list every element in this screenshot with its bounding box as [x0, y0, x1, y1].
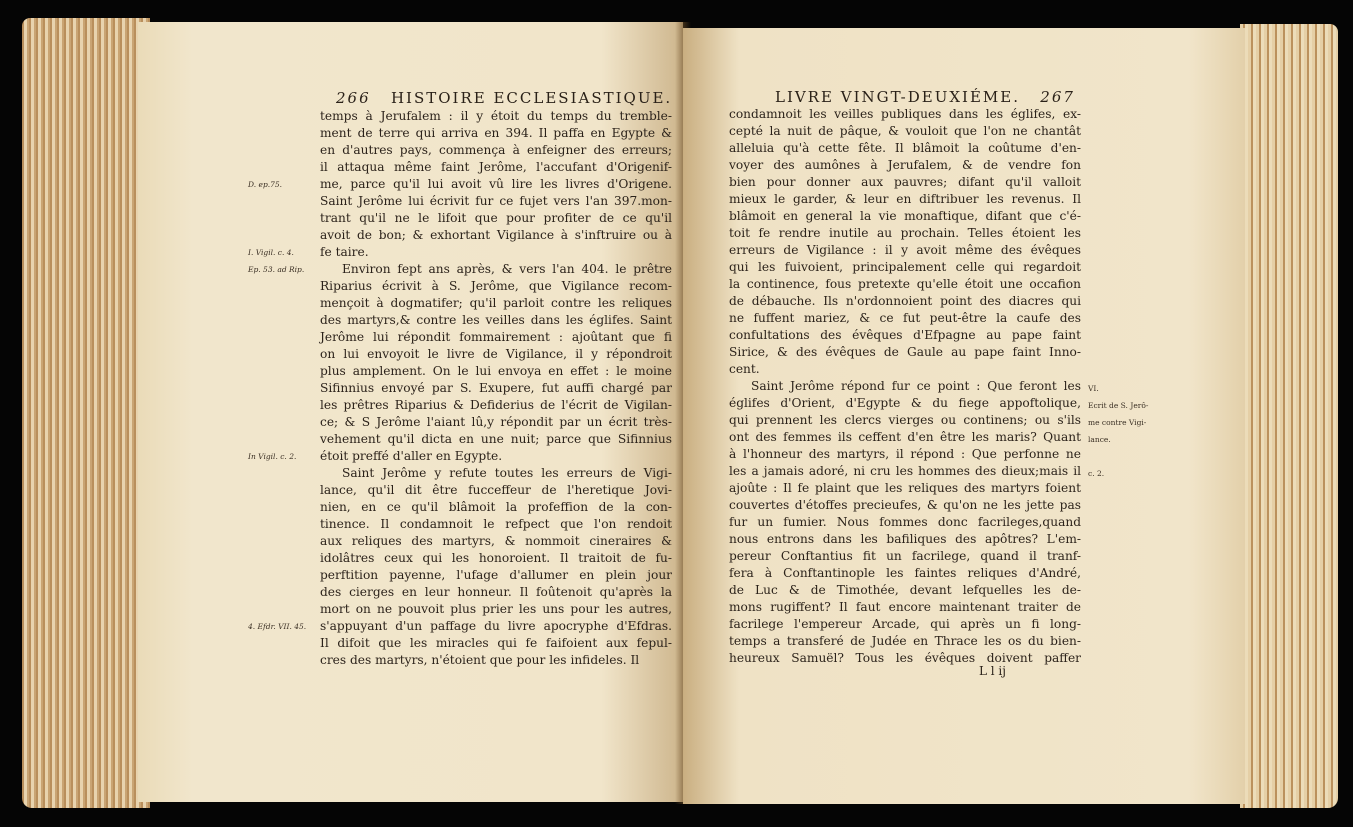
right-running-header — [775, 88, 1075, 106]
text-line: bien pour donner aux pauvres; difant qu'il valloit — [729, 175, 1081, 189]
text-line: temps a transferé de Judée en Thrace les os du bien- — [729, 634, 1081, 648]
text-line: fe taire. — [320, 245, 369, 259]
right-page-edges — [1240, 24, 1338, 808]
text-line: lance, qu'il dit être fucceffeur de l'heretique Jovi- — [320, 483, 672, 497]
text-line: Il difoit que les miracles qui fe faifoient aux fepul- — [320, 636, 672, 650]
margin-note: Ecrit de S. Jerô- — [1088, 401, 1149, 410]
text-line: ont des femmes ils ceffent d'en être les maris? Quant — [729, 430, 1081, 444]
text-line: me, parce qu'il lui avoit vû lire les livres d'Origene. — [320, 177, 672, 191]
left-body-text — [320, 108, 672, 669]
text-line: idolâtres ceux qui les honoroient. Il traitoit de fu- — [320, 551, 672, 565]
text-line: aux reliques des martyrs, & nommoit cineraires & — [320, 534, 672, 548]
text-line: couvertes d'étoffes precieufes, & qu'on ne les jette pas — [729, 498, 1081, 512]
text-line: Environ fept ans après, & vers l'an 404. le prêtre — [342, 262, 672, 276]
text-line: mort on ne pouvoit plus prier les uns pour les autres, — [320, 602, 672, 616]
text-line: églifes d'Orient, d'Egypte & du fiege appoftolique, — [729, 396, 1081, 410]
text-line: alleluia qu'à cette fête. Il blâmoit la coûtume d'en- — [729, 141, 1081, 155]
text-line: à l'honneur des martyrs, il répond : Que perfonne ne — [729, 447, 1081, 461]
text-line: perftition payenne, l'ufage d'allumer en plein jour — [320, 568, 672, 582]
text-line: fur un fumier. Nous fommes donc facrileges,quand — [729, 515, 1081, 529]
text-line: cres des martyrs, n'étoient que pour les infideles. Il — [320, 653, 640, 667]
text-line: ment de terre qui arriva en 394. Il paffa en Egypte & — [320, 126, 672, 140]
left-page-edges — [22, 18, 150, 808]
text-line: trant qu'il ne le lifoit que pour profiter de ce qu'il — [320, 211, 672, 225]
text-line: ce; & S Jerôme l'aiant lû,y répondit par un écrit très- — [320, 415, 672, 429]
margin-note: c. 2. — [1088, 469, 1105, 478]
margin-note: In Vigil. c. 2. — [248, 452, 297, 461]
margin-note: VI. — [1088, 384, 1099, 393]
text-line: des cierges en leur honneur. Il foûtenoit qu'après la — [320, 585, 672, 599]
signature-mark: L l ij — [979, 664, 1006, 678]
margin-note: me contre Vigi- — [1088, 418, 1147, 427]
text-line: confultations des évêques d'Efpagne au pape faint — [729, 328, 1081, 342]
text-line: de débauche. Ils n'ordonnoient point des diacres qui — [729, 294, 1081, 308]
text-line: de Luc & de Timothée, devant lefquelles les de- — [729, 583, 1081, 597]
text-line: cent. — [729, 362, 760, 376]
text-line: temps à Jerufalem : il y étoit du temps du tremble- — [320, 109, 672, 123]
margin-note: 4. Efdr. VII. 45. — [248, 622, 307, 631]
text-line: des martyrs,& contre les veilles dans les églifes. Saint — [320, 313, 672, 327]
text-line: condamnoit les veilles publiques dans les églifes, ex- — [729, 107, 1081, 121]
text-line: qui les fuivoient, principalement celle qui regardoit — [729, 260, 1081, 274]
text-line: les prêtres Riparius & Defiderius de l'écrit de Vigilan- — [320, 398, 672, 412]
text-line: Jerôme lui répondit fommairement : ajoûtant que fi — [320, 330, 672, 344]
left-page-number: 266 — [336, 89, 371, 107]
text-line: s'appuyant d'un paffage du livre apocryphe d'Efdras. — [320, 619, 672, 633]
left-running-head: HISTOIRE ECCLESIASTIQUE. — [390, 89, 673, 107]
text-line: Sirice, & des évêques de Gaule au pape faint Inno- — [729, 345, 1081, 359]
text-line: Sifinnius envoyé par S. Exupere, fut auffi chargé par — [320, 381, 672, 395]
text-line: mieux le garder, & leur en diftribuer les revenus. Il — [729, 192, 1081, 206]
text-line: qui prennent les clercs vierges ou continens; ou s'ils — [729, 413, 1081, 427]
right-page — [683, 28, 1245, 804]
text-line: ajoûte : Il fe plaint que les reliques des martyrs foient — [729, 481, 1081, 495]
text-line: Saint Jerôme lui écrivit fur ce fujet vers l'an 397.mon- — [320, 194, 672, 208]
text-line: vehement qu'il dicta en une nuit; parce que Sifinnius — [320, 432, 672, 446]
right-body-text — [729, 106, 1081, 667]
margin-note: Ep. 53. ad Rip. — [248, 265, 305, 274]
text-line: il attaqua même faint Jerôme, l'accufant d'Origenif- — [320, 160, 672, 174]
text-line: nous entrons dans les bafiliques des apôtres? L'em- — [729, 532, 1081, 546]
text-line: en d'autres pays, commença à enfeigner des erreurs; — [320, 143, 672, 157]
text-line: nien, en ce qu'il blâmoit la profeffion de la con- — [320, 500, 672, 514]
text-line: toit fe rendre inutile au prochain. Telles étoient les — [729, 226, 1081, 240]
text-line: mençoit à dogmatifer; qu'il parloit contre les reliques — [320, 296, 672, 310]
text-line: mons rugiffent? Il faut encore maintenant traiter de — [729, 600, 1081, 614]
text-line: Saint Jerôme répond fur ce point : Que feront les — [751, 379, 1081, 393]
text-line: pereur Conftantius fit un facrilege, quand il tranf- — [729, 549, 1081, 563]
text-line: plus amplement. On le lui envoya en effet : le moine — [320, 364, 672, 378]
text-line: blâmoit en general la vie monaftique, difant que c'é- — [729, 209, 1081, 223]
margin-note: D. ep.75. — [248, 180, 283, 189]
margin-note: lance. — [1088, 435, 1111, 444]
text-line: facrilege l'empereur Arcade, qui après un fi long- — [729, 617, 1081, 631]
text-line: erreurs de Vigilance : il y avoit même des évêques — [729, 243, 1081, 257]
right-page-number: 267 — [1040, 88, 1075, 106]
text-line: Saint Jerôme y refute toutes les erreurs de Vigi- — [342, 466, 672, 480]
text-line: on lui envoyoit le livre de Vigilance, il y répondroit — [320, 347, 672, 361]
text-line: ne fuffent mariez, & ce fut peut-être la caufe des — [729, 311, 1081, 325]
text-line: heureux Samuël? Tous les évêques doivent paffer — [729, 651, 1081, 665]
text-line: cepté la nuit de pâque, & vouloit que l'on ne chantât — [729, 124, 1081, 138]
right-running-head: LIVRE VINGT-DEUXIÉME. — [775, 88, 1020, 106]
text-line: voyer des aumônes à Jerufalem, & de vendre fon — [729, 158, 1081, 172]
left-page — [138, 22, 683, 802]
left-running-header — [336, 89, 672, 107]
text-line: fera à Conftantinople les faintes reliques d'André, — [729, 566, 1081, 580]
text-line: Riparius écrivit à S. Jerôme, que Vigilance recom- — [320, 279, 672, 293]
text-line: avoit de bon; & exhortant Vigilance à s'inftruire ou à — [320, 228, 672, 242]
text-line: étoit preffé d'aller en Egypte. — [320, 449, 503, 463]
margin-note: I. Vigil. c. 4. — [248, 248, 294, 257]
text-line: tinence. Il condamnoit le refpect que l'on rendoit — [320, 517, 672, 531]
text-line: la continence, fous pretexte qu'elle étoit une occafion — [729, 277, 1081, 291]
text-line: les a jamais adoré, ni cru les hommes des dieux;mais il — [729, 464, 1081, 478]
